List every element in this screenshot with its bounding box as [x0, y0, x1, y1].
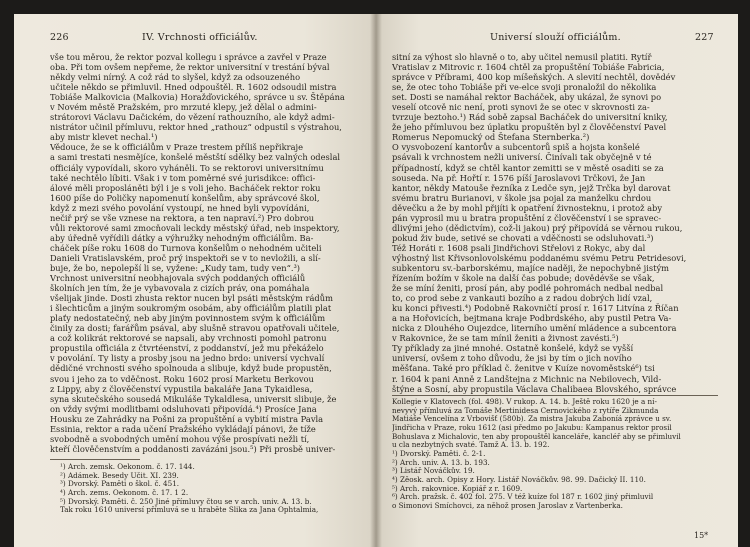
text-line: učitele někdo se přimluvil. Hned odpouštěl. R. 1602 odsoudil mistra — [50, 82, 337, 93]
footnote-line: ²) Adámek. Besedy Učit. XI. 239. — [60, 471, 179, 480]
text-line: vůli rektorové sami zmocňovali leckdy městský úřad, neb inspektory, — [50, 222, 340, 233]
text-line: někdy velmi nírný. A což rád to slyšel, když za odsouzeného — [50, 72, 301, 83]
signature-mark: 15* — [694, 531, 709, 540]
text-line: v Rakovnice, že se tam mínil ženiti a živnost zavésti.⁵) — [392, 333, 619, 344]
right-page — [376, 14, 738, 547]
text-line: výhostný list Křivsonlovolskému poddanému svému Petru Petridesovi, — [392, 252, 687, 263]
text-line: dědičné vrchnosti svého spolnouda a slibuje, když bude propustěn, — [50, 363, 332, 374]
text-line: činily za dosti; farářům psával, aby slušně stravou opatřovali učitele, — [50, 323, 340, 334]
text-line: a což kolikrát rektorové se napsali, aby vrchnosti pomohl patronu — [50, 333, 327, 344]
text-line: Vratislav z Mitrovic r. 1604 chtěl za propuštění Tobiáše Fabricia, — [392, 62, 665, 73]
text-line: souseda. Na př. Hořtí r. 1576 píší Jaroslavovi Trčkovi, že Jan — [392, 172, 646, 183]
left-footnotes — [60, 463, 355, 515]
footnote-line: Bohuslava z Michalovic, ten aby propouštěl kanceláře, kancléř aby se přimluvil — [392, 432, 681, 441]
text-line: svému bratru Burianovi, v škole jsa pojal za manželku chrdou — [392, 192, 652, 203]
left-body-text — [50, 52, 355, 454]
text-line: nečiř prý se vše vznese na rektora, a ten napraví.²) Pro dobrou — [50, 212, 315, 223]
text-line: Danieli Vratislavském, proč prý inspektoři se v to nevložili, a slí- — [50, 252, 321, 263]
text-line: set. Dosti se namáhal rektor Bacháček, aby ukázal, že synovi po — [392, 92, 662, 103]
book-gutter — [370, 14, 382, 547]
text-line: svobodně a svobodných umění mohou výše prospívati nežli tí, — [50, 433, 310, 444]
text-line: Tobiáše Malkovicia (Malkovia) Horažďovického, správce u sv. Štěpána — [50, 92, 345, 103]
text-line: i šlechticům a jiným soukromým osobám, aby officiálům platili plat — [50, 303, 332, 314]
running-head: IV. Vrchnosti officiálův. — [142, 32, 258, 43]
footnote-line: ⁴) Zěosk. arch. Opisy z Hory. Listář Nováčkův. 98. 99. Dačický II. 110. — [392, 475, 646, 484]
text-line: r. 1604 k pani Anně z Landštejna z Michnic na Nebilovech, Vild- — [392, 373, 662, 384]
text-line: Housku ze Zahrádky na Pošni za propuštění a vybití mistra Pavla — [50, 413, 324, 424]
footnote-line: nevyvý přímluvá za Tomáše Mertinidesa Černovického z rytíře Zikmunda — [392, 406, 659, 415]
text-line: oba. Při tom ovšem nepřeme, že rektor universitní v trestání býval — [50, 62, 330, 73]
footnote-line: ⁴) Arch. zems. Oekonom. č. 17. 1 2. — [60, 488, 189, 497]
text-line: a na Hořovicích, bejtmana kraje Podbrdského, aby pustil Petra Va- — [392, 313, 672, 324]
text-line: kteří člověčenstvím a poddanosti zavázáni jsou.⁵) Při prosbě univer- — [50, 443, 336, 454]
text-line: veselí otcově nic není, proti synovi že se otec v skrovnosti za- — [392, 102, 650, 113]
text-line: Vrchnost universitní neobhajovala svých poddaných officiálů — [50, 273, 306, 284]
text-line: když z mezi svého povolání vystoupí, ne hned byli vypovídáni, — [50, 202, 310, 213]
text-line: děvečku a že by mohl přijíti k opatření živnosteknu, i protož aby — [392, 202, 663, 213]
text-line: pán vyprosil mu u bratra propuštění z člověčenství i se spravec- — [392, 212, 662, 223]
right-footnotes — [392, 398, 718, 511]
footnote-line: Matiáše Vencelína z Vrbovišť (580b). Za mistra Jakuba Žaboníá zprávce u sv. — [392, 415, 672, 424]
text-line: také nechtělo líbiti. Však i v tom poměrné své jurisdikce: offici- — [50, 172, 316, 183]
footnote-line: ¹) Arch. zemsk. Oekonom. č. 17. 144. — [60, 463, 195, 471]
text-line: kantor, někdy Matouše řezníka z Ledče syn, jejž Trčka byl darovat — [392, 182, 671, 193]
text-line: v povolání. Ty listy a prosby jsou na jedno brdo: universí vychvalí — [50, 353, 325, 364]
footnote-line: ²) Arch. univ. A. 13. b. 193. — [392, 458, 490, 467]
text-line: officiály vypovídali, skoro vyháněli. To se rektorovi universitnímu — [50, 162, 324, 173]
footnote-line: ¹) Dvorský. Paměti. č. 2-1. — [392, 449, 486, 458]
footnote-line: ⁵) Dvorský. Paměti. č. 250 Jiné přímluvy čtou se v arch. univ. A. 13. b. — [60, 497, 312, 506]
text-line: tvrzuje beztoho.¹) Rád sobě zapsal Bacháček do universitní kniky, — [392, 112, 668, 123]
running-head: Universí slouží officiálům. — [490, 32, 621, 43]
page-number: 227 — [695, 32, 714, 43]
text-line: O vysvobození kantorův a subcentorů spiš a hojsta konšelé — [392, 142, 640, 153]
text-line: propustila officiála z čtvrtéenství, z poddanství, jež mu překáželo — [50, 343, 324, 354]
text-line: vše tou měrou, že rektor pozval kollegu i správce a zavřel v Praze — [50, 52, 327, 62]
text-line: plaťy nedostatečný, neb aby jiným povinnostem svým k officiálům — [50, 313, 326, 324]
footnote-line: Kollegie v Klatovech (fol. 498). V rukop. A. 14. b. Ještě roku 1620 je a ní- — [392, 398, 657, 406]
text-line: školních jen tím, že je vybavovala z cizích práv, ona pomáhala — [50, 283, 310, 294]
text-line: 1600 píše do Poličky napomenutí konšelům, aby správcové škol, — [50, 192, 320, 203]
text-line: Romerus Nepomucký od Štefana Sternberka.²) — [392, 132, 590, 143]
left-page — [14, 14, 376, 547]
text-line: se, že otec toho Tobiáše při ve-elce svoji pronaložil do několika — [392, 82, 657, 93]
footnote-line: ³) Dvorský. Paměti o škol. č. 451. — [60, 480, 180, 489]
text-line: Essinia, rektor a rada učení Pražského vykládají pánovi, že tíže — [50, 423, 316, 434]
text-line: psávali k vrchnostem nežli universí. Činívali tak obyčejně v té — [392, 152, 652, 163]
text-line: Též Horáti r. 1608 psali Jindřichovi Střelovi z Rokyc, aby dal — [392, 242, 646, 253]
text-line: Ty příklady za jiné mnohé. Ostatně konšelé, když se vyšší — [392, 343, 634, 354]
footnote-line: Jindřicha v Praze, roku 1612 (asi předmo po Jakubu: Kampanus rektor prosil — [392, 423, 672, 432]
footnote-line: ⁵) Arch. rakovnice. Kopiář z r. 1609. — [392, 484, 523, 493]
text-line: že se míní ženiti, prosí pán, aby podlé pohromách nedbal nedbal — [392, 283, 664, 294]
open-book — [14, 14, 738, 547]
footnote-line: o Šimonovi Smíchovci, za něhož prosen Jaroslav z Vartenberka. — [392, 501, 623, 510]
text-line: universí, ovšem z toho důvodu, že jsi by tím o jich novího — [392, 353, 632, 364]
footnote-rule — [50, 459, 140, 460]
footnote-line: Tak roku 1610 universí přímluvá se u hraběte Šlika za Jana Ophtalmia, — [60, 506, 319, 515]
text-line: on vždy svými modlitbami odsluhovati připovídá.⁴) Prosíce Jana — [50, 403, 317, 414]
text-line: všelijak jinde. Dosti zhusta rektor nucen byl psáti městským rádům — [50, 293, 333, 304]
text-line: cháček píše roku 1608 do Turnova konšelům o nehodném učiteli — [50, 242, 322, 253]
text-line: v Novém městě Pražském, pro mrzuté klepy, jež dělal o admini- — [50, 102, 317, 113]
text-line: syna skutečského sousedá Mikuláše Tykaldlesa, universit slibuje, že — [50, 393, 337, 404]
text-line: dlivými jeho (dědictvím), což-li jakou) prý připovídá se věrnou rukou, — [392, 222, 683, 233]
text-line: subkentoru sv.-barborskému, majíce naději, že nepochybně jistým — [392, 262, 670, 273]
footnote-rule — [392, 395, 718, 396]
text-line: aby úředně vyřídili dátky a výhružky nehodným officiálům. Ba- — [50, 232, 314, 243]
text-line: strátorovi Václavu Dačickém, do vězení rathouzního, ale když admi- — [50, 112, 335, 123]
text-line: případností, když se chtěl kantor zemitti se v městě osaditi se za — [392, 162, 664, 173]
text-line: aby mistr klevet nechal.¹) — [50, 132, 158, 143]
text-line: buje, že bo, nepolepší li se, vyžene: „Kudy tam, tudy ven“.³) — [50, 262, 301, 273]
text-line: a sami trestati nesmějíce, konšelé městští sdělky bez valných odeslal — [50, 152, 341, 163]
footnote-line: ³) Listář Nováčkův. 19. — [392, 467, 475, 476]
text-line: ku konci přivesti.⁴) Podobně Rakovničtí prosí r. 1617 Litvína z Říčan — [392, 303, 679, 314]
text-line: sitní za výhost slo hlavně o to, aby učitel nemusil platiti. Rytíř — [392, 52, 652, 62]
footnote-line: ⁶) Arch. pražsk. č. 402 fol. 275. V též kuíze fol 187 r. 1602 jiný přimluvil — [392, 493, 654, 502]
text-line: měšťana. Také pro příklad č. ženitve v Kuíze novoměstské⁶) tsi — [392, 363, 655, 374]
text-line: pokud živ bude, setivé se chovati a vděčnosti se odsluhovati.³) — [392, 232, 654, 243]
text-line: svou i jeho za to vděčnost. Roku 1602 prosí Marketu Berkovou — [50, 373, 314, 384]
text-line: álové měli proposláněti býl i je s voli jeho. Bacháček rektor roku — [50, 182, 321, 193]
page-number: 226 — [50, 32, 69, 43]
text-line: správce v Příbrami, 400 kop míšeňských. A slevití nechtěl, dovědév — [392, 72, 676, 83]
text-line: Vědouce, že se k officiálům v Praze trestem příliš nepřikraje — [50, 142, 303, 153]
text-line: z Lippy, aby z člověčenství vypustila bakaláře Jana Tykaidlesa, — [50, 383, 313, 394]
right-body-text — [392, 52, 718, 394]
text-line: štýne a Sosní, aby propustila Václava Chalibaea Blovského, správce — [392, 383, 677, 394]
text-line: řízením božím v škole na další čas pobude; dovědévše se však, — [392, 273, 655, 284]
text-line: nicka z Dlouhého Oujezdce, literního umění mládence a subcentora — [392, 323, 677, 334]
footnote-line: u cla nezbytných svaté. Tamž A. 13. b. 192. — [392, 441, 550, 450]
text-line: že jeho přímluvou bez úplatku propuštěn byl z člověčenství Pavel — [392, 122, 667, 133]
text-line: nistrátor učinil přímluvu, rektor hned „rathouz“ odpustil s výstrahou, — [50, 122, 342, 133]
text-line: to, co prod sebe z vankauti bozího a z radou dobrých lidí vzal, — [392, 293, 653, 304]
